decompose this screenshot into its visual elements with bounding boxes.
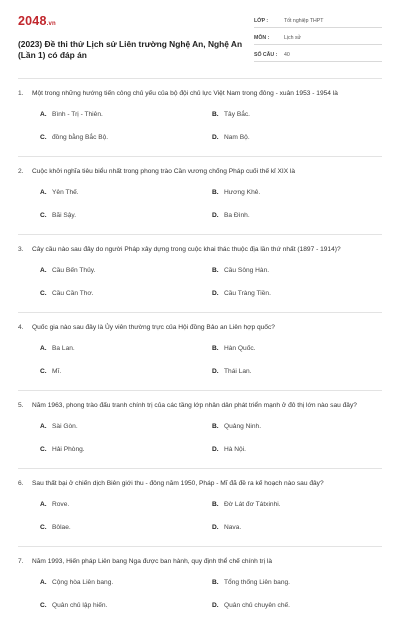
question-number: 5.: [18, 402, 24, 409]
answer-options: [18, 500, 382, 546]
answer-option[interactable]: [212, 289, 384, 299]
answer-text: Cầu Cần Thơ.: [52, 290, 94, 297]
answer-option[interactable]: [212, 523, 384, 533]
answer-letter: C.: [40, 290, 47, 297]
meta-row: [254, 31, 382, 45]
answer-option[interactable]: [40, 266, 212, 276]
question-line: [18, 323, 382, 333]
answer-letter: D.: [212, 524, 219, 531]
answer-text: Bình - Trị - Thiên.: [52, 111, 103, 118]
answer-option[interactable]: [40, 578, 212, 588]
answer-letter: C.: [40, 524, 47, 531]
answer-letter: D.: [212, 446, 219, 453]
answer-option[interactable]: [212, 344, 384, 354]
question-text: Một trong những hướng tiến công chủ yếu của bộ đội chủ lực Việt Nam trong đông - xuân 1953 - 1954 là: [32, 90, 338, 97]
answer-letter: B.: [212, 423, 219, 430]
answer-options: [18, 578, 382, 624]
answer-letter: B.: [212, 501, 219, 508]
answer-text: Cộng hòa Liên bang.: [52, 579, 114, 586]
answer-text: Ba Đình.: [224, 212, 250, 219]
question-item: [18, 78, 382, 156]
answer-option[interactable]: [40, 523, 212, 533]
answer-letter: A.: [40, 111, 47, 118]
question-number: 4.: [18, 324, 24, 331]
question-text: Năm 1993, Hiến pháp Liên bang Nga được ban hành, quy định thể chế chính trị là: [32, 558, 273, 565]
answer-option[interactable]: [40, 133, 212, 143]
question-text: Năm 1963, phong trào đấu tranh chính trị của các tầng lớp nhân dân phát triển mạnh ở đô thị lớn nào sau đây?: [32, 402, 357, 409]
meta-row: [254, 48, 382, 62]
answer-letter: A.: [40, 423, 47, 430]
logo-tld: .vn: [46, 21, 56, 27]
answer-option[interactable]: [212, 578, 384, 588]
answer-option[interactable]: [212, 266, 384, 276]
answer-option[interactable]: [212, 422, 384, 432]
answer-option[interactable]: [212, 110, 384, 120]
answer-letter: C.: [40, 212, 47, 219]
logo-text: 2048: [18, 14, 47, 28]
answer-option[interactable]: [40, 500, 212, 510]
answer-text: Hải Phòng.: [52, 446, 85, 453]
answer-text: Quân chủ lập hiến.: [52, 602, 108, 609]
question-item: [18, 312, 382, 390]
answer-options: [18, 188, 382, 234]
answer-letter: B.: [212, 579, 219, 586]
answer-letter: C.: [40, 602, 47, 609]
answer-letter: D.: [212, 212, 219, 219]
answer-options: [18, 344, 382, 390]
answer-text: Hương Khê.: [224, 189, 261, 196]
answer-option[interactable]: [212, 133, 384, 143]
answer-letter: C.: [40, 134, 47, 141]
answer-option[interactable]: [40, 601, 212, 611]
answer-option[interactable]: [212, 188, 384, 198]
answer-letter: D.: [212, 602, 219, 609]
answer-letter: D.: [212, 134, 219, 141]
answer-options: [18, 422, 382, 468]
question-item: [18, 468, 382, 546]
answer-options: [18, 110, 382, 156]
answer-text: Bôlae.: [52, 524, 71, 531]
answer-letter: D.: [212, 290, 219, 297]
answer-letter: A.: [40, 345, 47, 352]
meta-label: SỐ CÂU :: [254, 51, 278, 58]
meta-label: LỚP :: [254, 17, 269, 24]
answer-option[interactable]: [40, 289, 212, 299]
meta-value: Lịch sử: [284, 34, 302, 41]
meta-label: MÔN :: [254, 34, 270, 41]
question-number: 3.: [18, 246, 24, 253]
meta-value: Tốt nghiệp THPT: [284, 17, 324, 24]
question-text: Sau thất bại ở chiến dịch Biên giới thu - đông năm 1950, Pháp - Mĩ đã đề ra kế hoạch nào sau đây?: [32, 480, 324, 487]
question-number: 7.: [18, 558, 24, 565]
question-item: [18, 156, 382, 234]
answer-text: Nam Bộ.: [224, 134, 250, 141]
answer-option[interactable]: [40, 367, 212, 377]
answer-text: Bãi Sậy.: [52, 212, 77, 219]
answer-text: Tây Bắc.: [224, 111, 251, 118]
question-line: [18, 89, 382, 99]
question-text: Cuộc khởi nghĩa tiêu biểu nhất trong phong trào Cần vương chống Pháp cuối thế kỉ XIX là: [32, 168, 296, 175]
answer-text: Thái Lan.: [224, 368, 252, 375]
answer-text: Sài Gòn.: [52, 423, 78, 430]
answer-letter: A.: [40, 267, 47, 274]
answer-text: đồng bằng Bắc Bộ.: [52, 134, 109, 141]
answer-letter: C.: [40, 368, 47, 375]
site-logo[interactable]: [18, 14, 248, 31]
answer-option[interactable]: [212, 211, 384, 221]
question-line: [18, 245, 382, 255]
answer-letter: A.: [40, 579, 47, 586]
answer-letter: C.: [40, 446, 47, 453]
answer-text: Hà Nội.: [224, 446, 246, 453]
answer-text: Quảng Ninh.: [224, 423, 262, 430]
question-item: [18, 234, 382, 312]
answer-text: Hàn Quốc.: [224, 345, 256, 352]
answer-text: Tổng thống Liên bang.: [224, 579, 290, 586]
answer-letter: A.: [40, 501, 47, 508]
question-item: [18, 546, 382, 624]
answer-text: Nava.: [224, 524, 242, 531]
document-header: [18, 0, 382, 70]
answer-text: Ba Lan.: [52, 345, 75, 352]
document-meta: [254, 14, 382, 70]
question-number: 6.: [18, 480, 24, 487]
answer-text: Đờ Lát đơ Tátxinhi.: [224, 501, 281, 508]
question-line: [18, 557, 382, 567]
answer-options: [18, 266, 382, 312]
answer-option[interactable]: [212, 500, 384, 510]
question-text: Quốc gia nào sau đây là Ủy viên thường trực của Hội đồng Bảo an Liên hợp quốc?: [32, 324, 275, 331]
answer-text: Yên Thế.: [52, 189, 79, 196]
header-left: [18, 14, 248, 70]
answer-option[interactable]: [212, 367, 384, 377]
document-title: (2023) Đề thi thử Lịch sử Liên trường Nghệ An, Nghệ An (Lần 1) có đáp án: [18, 39, 243, 60]
answer-letter: A.: [40, 189, 47, 196]
answer-text: Mĩ.: [52, 368, 62, 375]
answer-letter: B.: [212, 267, 219, 274]
answer-text: Cầu Tràng Tiền.: [224, 290, 271, 297]
question-number: 2.: [18, 168, 24, 175]
question-text: Cây cầu nào sau đây do người Pháp xây dựng trong cuộc khai thác thuộc địa lần thứ nhất (1897 - 1914)?: [32, 246, 341, 253]
answer-text: Cầu Sông Hàn.: [224, 267, 270, 274]
question-item: [18, 390, 382, 468]
meta-value: 40: [284, 51, 290, 58]
meta-row: [254, 14, 382, 28]
question-list: [18, 78, 382, 624]
answer-letter: B.: [212, 345, 219, 352]
answer-option[interactable]: [40, 445, 212, 455]
answer-option[interactable]: [40, 188, 212, 198]
answer-option[interactable]: [40, 211, 212, 221]
answer-option[interactable]: [40, 422, 212, 432]
answer-option[interactable]: [212, 445, 384, 455]
answer-letter: B.: [212, 189, 219, 196]
answer-text: Quân chủ chuyên chế.: [224, 602, 290, 609]
answer-option[interactable]: [40, 110, 212, 120]
answer-text: Rove.: [52, 501, 70, 508]
question-number: 1.: [18, 90, 24, 97]
question-line: [18, 167, 382, 177]
answer-text: Cầu Bến Thủy.: [52, 267, 96, 274]
answer-letter: D.: [212, 368, 219, 375]
question-line: [18, 401, 382, 411]
answer-option[interactable]: [212, 601, 384, 611]
question-line: [18, 479, 382, 489]
answer-option[interactable]: [40, 344, 212, 354]
answer-letter: B.: [212, 111, 219, 118]
